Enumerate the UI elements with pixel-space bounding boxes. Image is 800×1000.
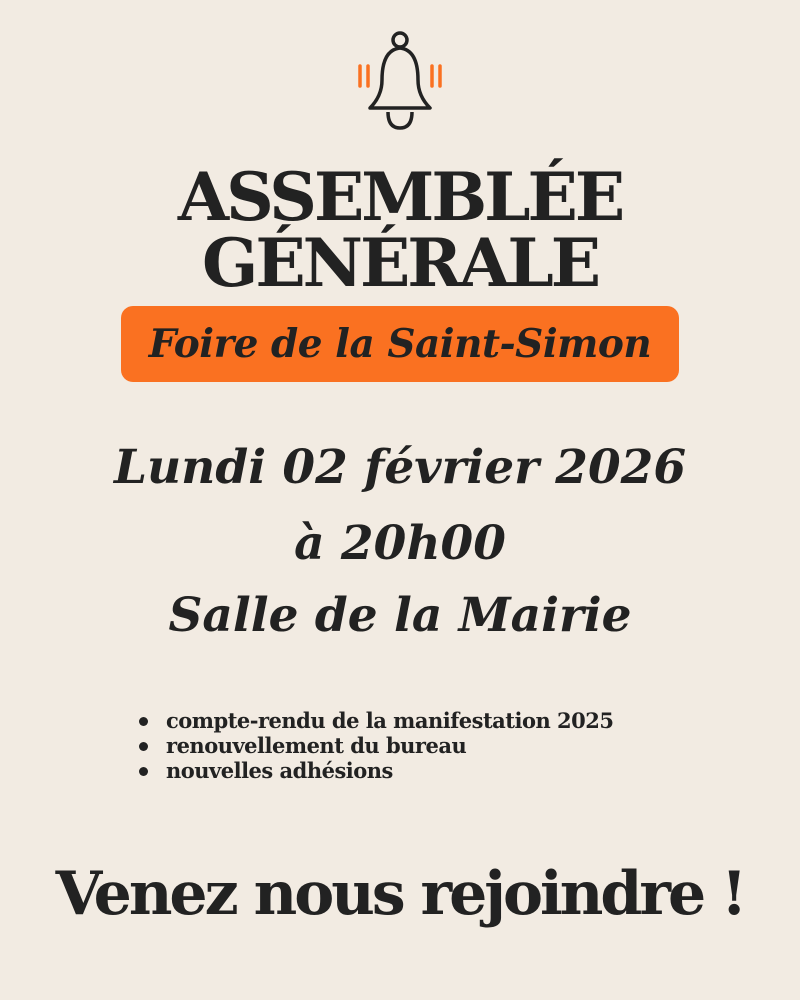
event-date: Lundi 02 février 2026 <box>113 440 687 495</box>
event-place: Salle de la Mairie <box>168 588 632 643</box>
agenda-item-text: renouvellement du bureau <box>166 733 467 758</box>
call-to-action: Venez nous rejoindre ! <box>55 859 745 929</box>
agenda-item <box>137 708 614 733</box>
title-line-2: GÉNÉRALE <box>201 224 599 302</box>
agenda-item <box>137 733 614 758</box>
agenda-item-text: compte-rendu de la manifestation 2025 <box>166 708 614 733</box>
agenda-item-text: nouvelles adhésions <box>166 758 393 783</box>
agenda-list <box>137 708 614 783</box>
agenda-item <box>137 758 614 783</box>
event-time: à 20h00 <box>294 516 506 571</box>
bullet-icon <box>139 742 148 751</box>
title-line-1: ASSEMBLÉE <box>177 158 623 236</box>
bullet-icon <box>139 767 148 776</box>
bullet-icon <box>139 717 148 726</box>
bell-icon <box>352 28 448 132</box>
subtitle-banner <box>121 306 679 382</box>
subtitle-text: Foire de la Saint-Simon <box>148 321 652 367</box>
